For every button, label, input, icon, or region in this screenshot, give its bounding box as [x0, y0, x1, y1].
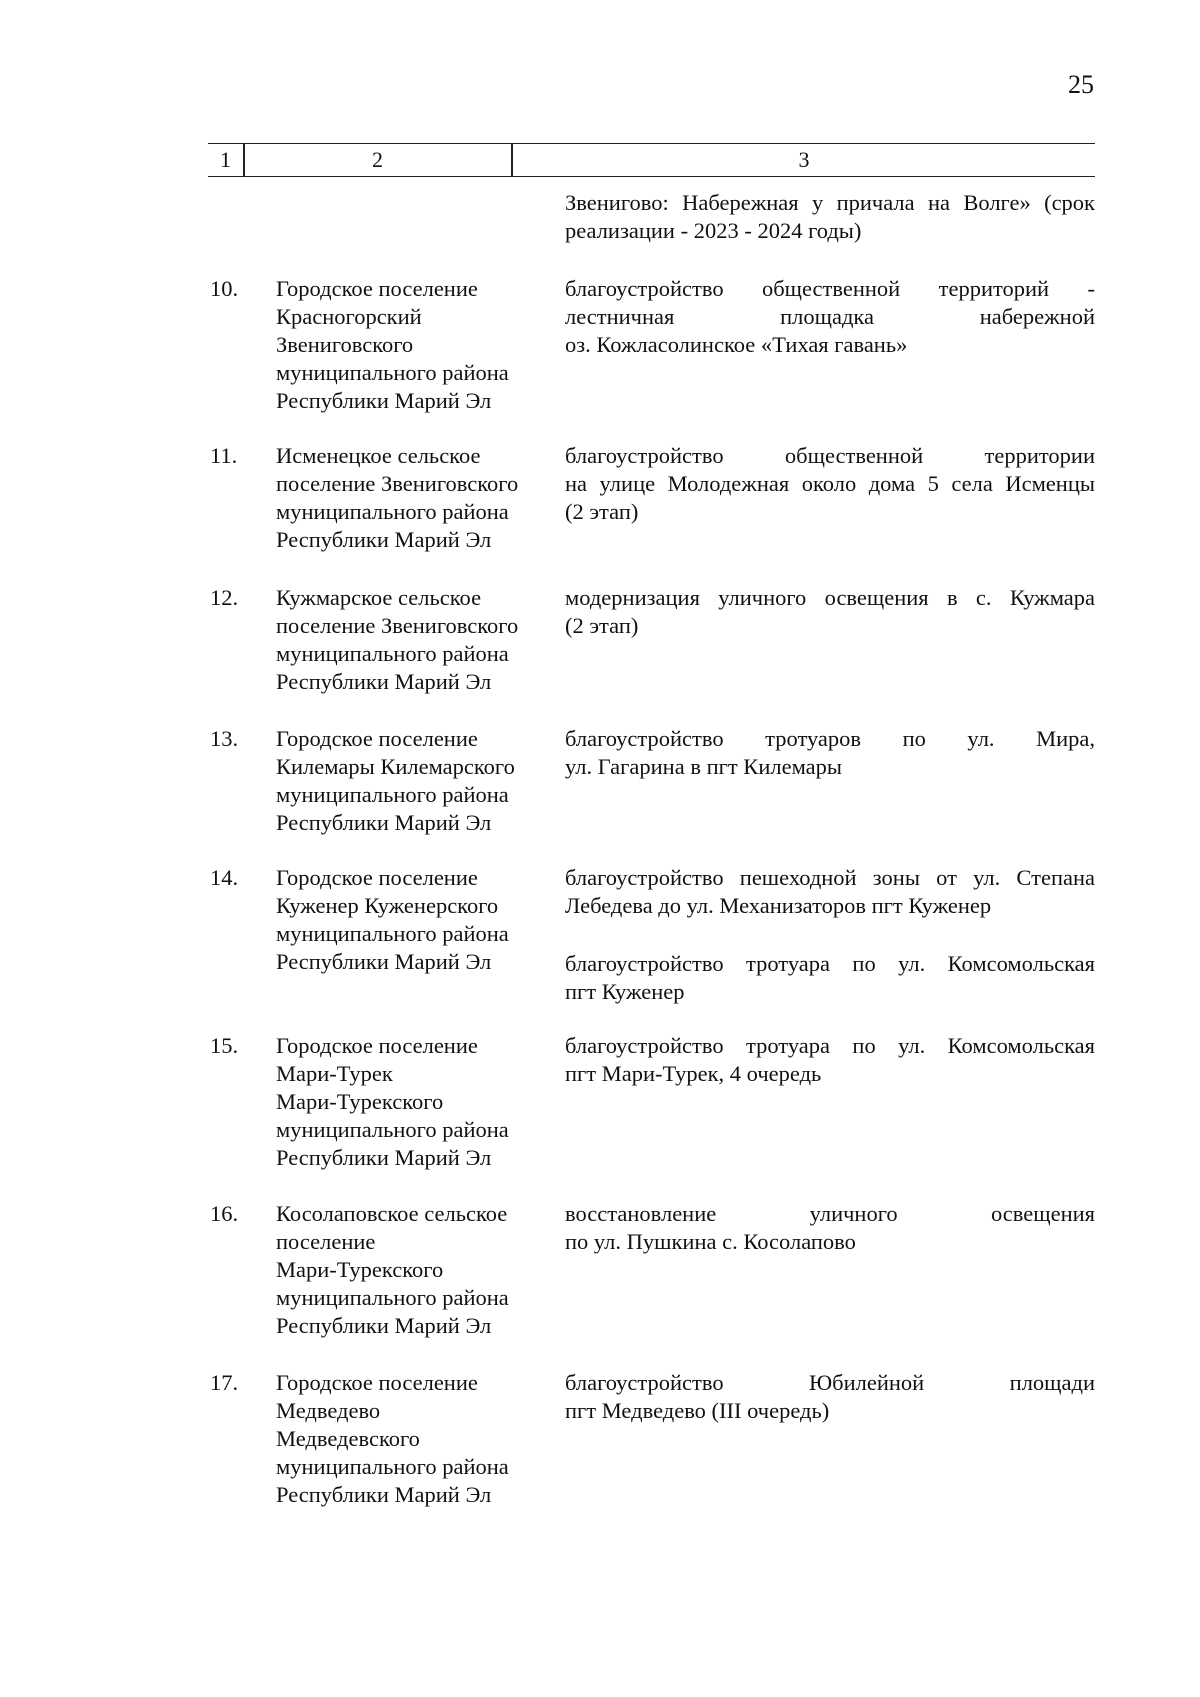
continuation-line: реализации - 2023 - 2024 годы)	[565, 218, 862, 243]
municipality-line: муниципального района	[276, 641, 509, 666]
municipality-line: Звениговского	[276, 332, 414, 357]
continuation-line: Звенигово: Набережная у причала на Волге» (срок	[565, 190, 1095, 215]
municipality-line: Мари-Турекского	[276, 1089, 444, 1114]
header-col-2: 2	[372, 147, 383, 172]
row-number: 15.	[210, 1033, 239, 1058]
municipality-line: Республики Марий Эл	[276, 810, 492, 835]
municipality-line: Куженер Куженерского	[276, 893, 499, 918]
project-line: благоустройство тротуара по ул. Комсомольская	[565, 951, 1095, 976]
project-line: ул. Гагарина в пгт Килемары	[565, 754, 843, 779]
municipality-line: Мари-Турекского	[276, 1257, 444, 1282]
municipality-line: Республики Марий Эл	[276, 669, 492, 694]
municipality-line: муниципального района	[276, 360, 509, 385]
municipality-line: Кужмарское сельское	[276, 585, 482, 610]
project-line: благоустройство общественной территорий -	[565, 276, 1095, 301]
municipality-line: Городское поселение	[276, 276, 478, 301]
table-header	[208, 143, 1095, 177]
municipality-line: Медведевского	[276, 1426, 420, 1451]
municipality-line: Городское поселение	[276, 865, 478, 890]
page-number: 25	[1068, 70, 1094, 99]
municipality-line: муниципального района	[276, 499, 509, 524]
municipality-line: Городское поселение	[276, 726, 478, 751]
row-number: 10.	[210, 276, 239, 301]
header-col-1: 1	[220, 147, 231, 172]
project-line: (2 этап)	[565, 499, 639, 524]
municipality-line: Медведево	[276, 1398, 381, 1423]
project-line: (2 этап)	[565, 613, 639, 638]
municipality-line: Республики Марий Эл	[276, 1313, 492, 1338]
municipality-line: Республики Марий Эл	[276, 527, 492, 552]
project-line: пгт Мари-Турек, 4 очередь	[565, 1061, 822, 1086]
project-line: по ул. Пушкина с. Косолапово	[565, 1229, 856, 1254]
project-line: восстановление уличного освещения	[565, 1201, 1095, 1226]
municipality-line: муниципального района	[276, 1454, 509, 1479]
municipality-line: Республики Марий Эл	[276, 388, 492, 413]
header-col-3: 3	[798, 147, 810, 172]
municipality-line: Мари-Турек	[276, 1061, 393, 1086]
project-line: оз. Кожласолинское «Тихая гавань»	[565, 332, 908, 357]
municipality-line: муниципального района	[276, 1285, 509, 1310]
municipality-line: поселение	[276, 1229, 376, 1254]
project-line: благоустройство Юбилейной площади	[565, 1370, 1095, 1395]
municipality-line: муниципального района	[276, 782, 509, 807]
project-line: благоустройство общественной территории	[565, 443, 1095, 468]
project-line: Лебедева до ул. Механизаторов пгт Куженер	[565, 893, 992, 918]
project-line: модернизация уличного освещения в с. Кужмара	[565, 585, 1095, 610]
project-line: благоустройство тротуаров по ул. Мира,	[565, 726, 1095, 751]
municipality-line: Республики Марий Эл	[276, 949, 492, 974]
municipality-line: Исменецкое сельское	[276, 443, 481, 468]
row-number: 12.	[210, 585, 239, 610]
municipality-line: Городское поселение	[276, 1370, 478, 1395]
row-number: 14.	[210, 865, 239, 890]
municipality-line: Красногорский	[276, 304, 422, 329]
row-number: 17.	[210, 1370, 239, 1395]
row-number: 13.	[210, 726, 239, 751]
row-number: 16.	[210, 1201, 239, 1226]
project-line: благоустройство тротуара по ул. Комсомольская	[565, 1033, 1095, 1058]
municipality-line: поселение Звениговского	[276, 471, 519, 496]
project-line: пгт Куженер	[565, 979, 685, 1004]
municipality-line: Городское поселение	[276, 1033, 478, 1058]
municipality-line: Республики Марий Эл	[276, 1482, 492, 1507]
project-line: на улице Молодежная около дома 5 села Исменцы	[565, 471, 1095, 496]
row-number: 11.	[210, 443, 238, 468]
project-line: лестничная площадка набережной	[565, 304, 1095, 329]
municipality-line: поселение Звениговского	[276, 613, 519, 638]
municipality-line: муниципального района	[276, 1117, 509, 1142]
municipality-line: Республики Марий Эл	[276, 1145, 492, 1170]
municipality-line: Косолаповское сельское	[276, 1201, 508, 1226]
project-line: благоустройство пешеходной зоны от ул. Степана	[565, 865, 1095, 890]
project-line: пгт Медведево (III очередь)	[565, 1398, 830, 1423]
municipality-line: муниципального района	[276, 921, 509, 946]
municipality-line: Килемары Килемарского	[276, 754, 515, 779]
